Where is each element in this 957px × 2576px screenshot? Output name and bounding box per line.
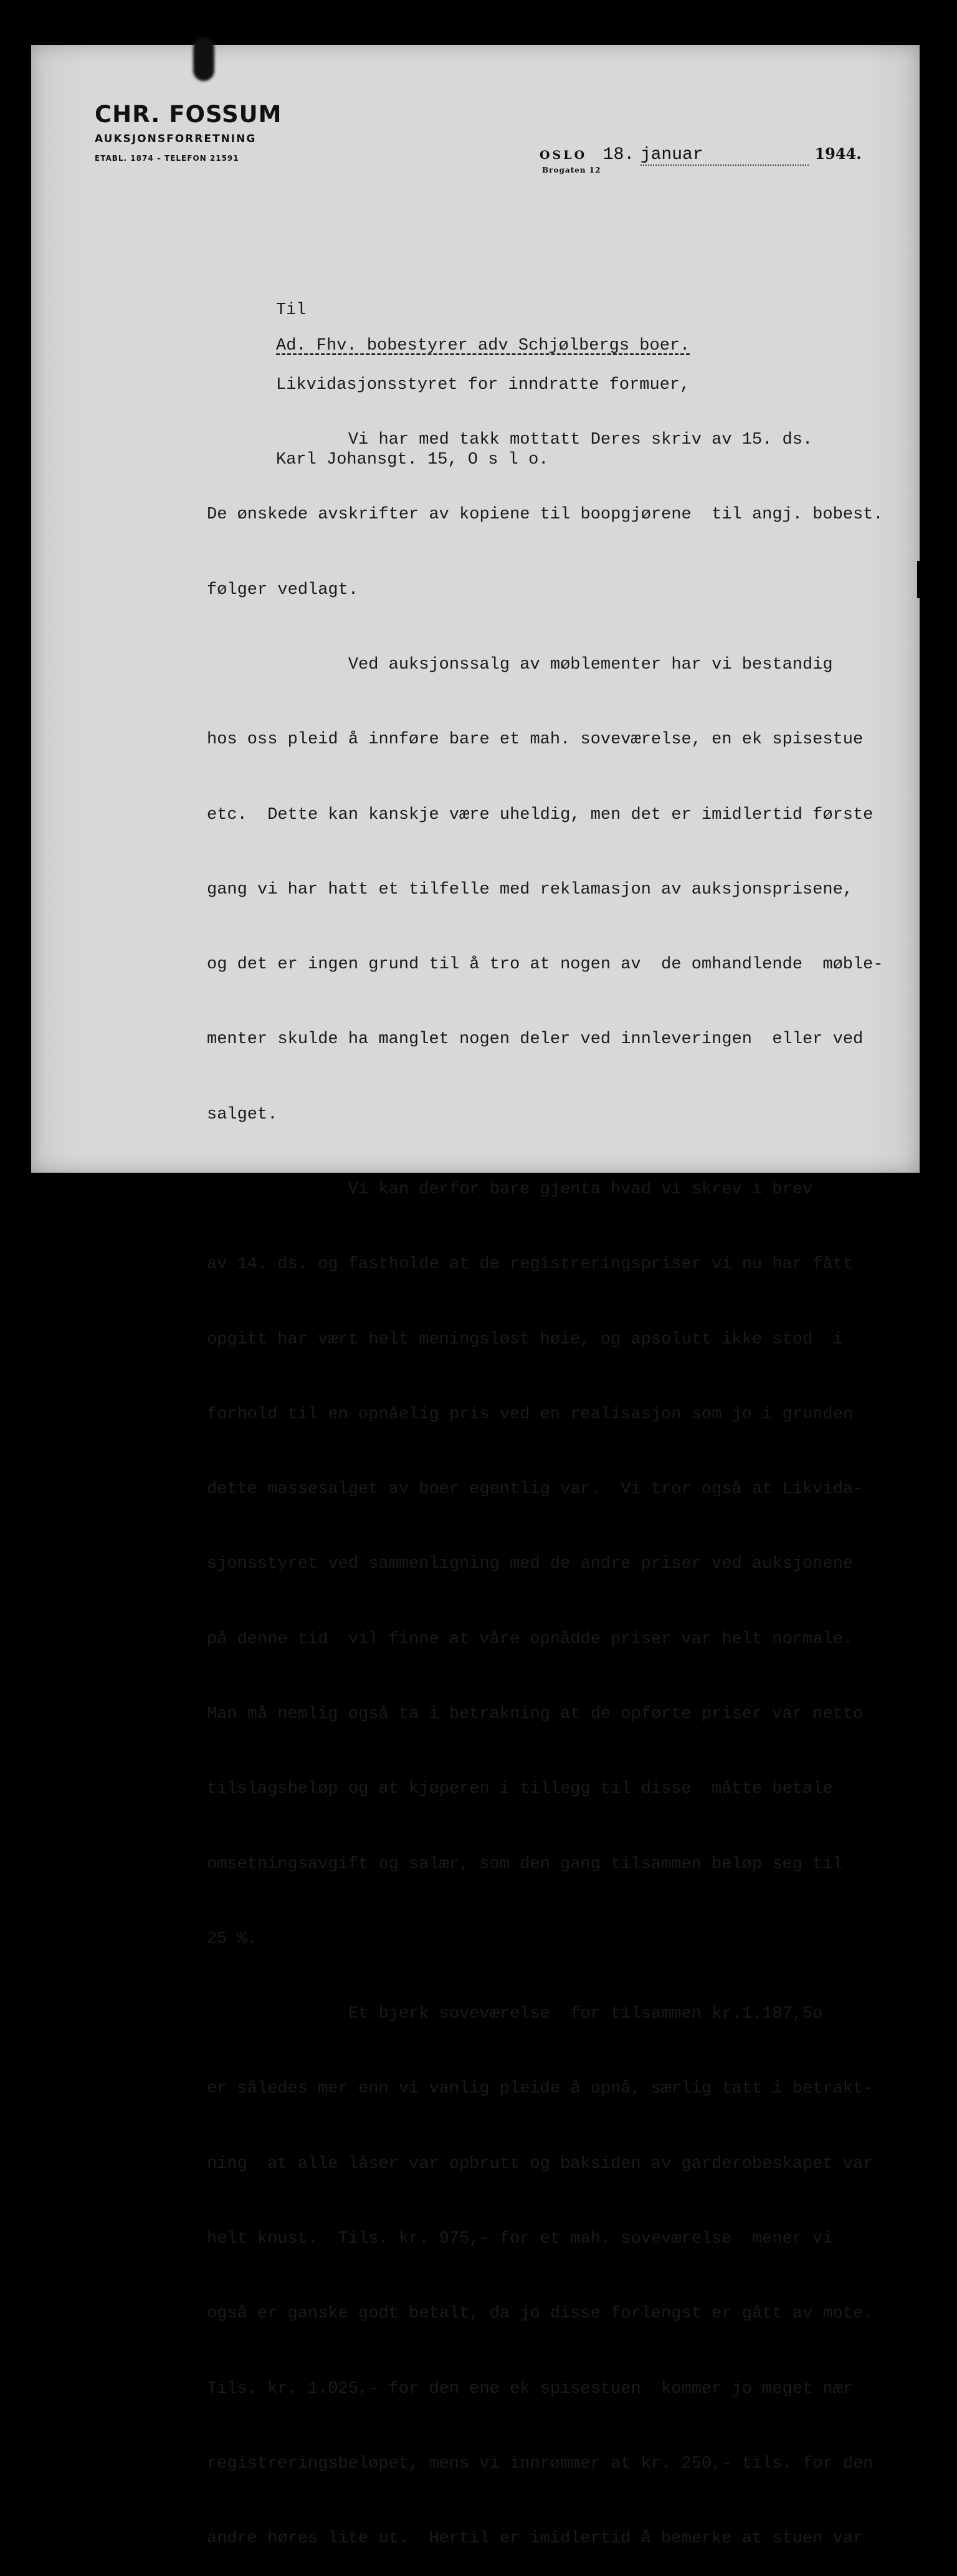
body-line: Vi kan derfor bare gjenta hvad vi skrev i brev: [207, 1180, 813, 1199]
body-line: gang vi har hatt et tilfelle med reklamasjon av auksjonsprisene,: [207, 880, 853, 899]
torn-edge: [922, 866, 932, 910]
company-established-phone: ETABL. 1874 – TELEFON 21591: [95, 154, 239, 163]
body-line: av 14. ds. og fastholde at de registreringspriser vi nu har fått: [207, 1255, 853, 1274]
date-city: OSLO: [540, 148, 588, 162]
date-day: 18.: [602, 145, 635, 165]
address-line: Likvidasjonsstyret for inndratte formuer,: [276, 376, 690, 394]
body-line: tilslagsbeløp og at kjøperen i tillegg til disse måtte betale: [207, 1780, 833, 1799]
date-year: 1944.: [814, 145, 862, 163]
body-line: dette massesalget av boer egentlig var. Vi tror også at Likvida-: [207, 1480, 864, 1499]
body-line: sjonsstyret ved sammenligning med de andre priser ved auksjonene: [207, 1555, 853, 1574]
body-line: helt knust. Tils. kr. 975,- for et mah. soveværelse mener vi: [207, 2229, 833, 2248]
body-line: omsetningsavgift og salær, som den gang tilsammen beløp seg til: [207, 1854, 843, 1874]
torn-edge: [920, 380, 930, 411]
address-line: Til: [276, 301, 307, 320]
body-line: Man må nemlig også ta i betrakning at de opførte priser var netto: [207, 1704, 864, 1724]
body-line: opgitt har vært helt meningsløst høie, og apsolutt ikke stod i: [207, 1330, 843, 1349]
body-line: menter skulde ha manglet nogen deler ved innleveringen eller ved: [207, 1030, 864, 1049]
body-line: etc. Dette kan kanskje være uheldig, men det er imidlertid første: [207, 805, 874, 824]
body-line: Et bjerk soveværelse for tilsammen kr.1.187,5o: [207, 2005, 823, 2024]
body-line: også er ganske godt betalt, da jo disse forlengst er gått av mote.: [207, 2304, 874, 2324]
body-line: på denne tid vil finne at våre opnådde priser var helt normale.: [207, 1629, 853, 1649]
company-subtitle: AUKSJONSFORRETNING: [95, 133, 257, 145]
address-line: Karl Johansgt. 15, O s l o.: [276, 451, 549, 469]
subject-line: Ad. Fhv. bobestyrer adv Schjølbergs boer.: [276, 336, 690, 355]
body-line: følger vedlagt.: [207, 580, 359, 599]
torn-edge: [920, 735, 930, 760]
body-line: er således mer enn vi vanlig pleide å opnå, særlig tatt i betrakt-: [207, 2079, 874, 2099]
body-line: og det er ingen grund til å tro at nogen av de omhandlende møble-: [207, 955, 883, 975]
body-line: salget.: [207, 1105, 278, 1124]
body-line: ning at alle låser var opbrutt og baksiden av garderobeskapet var: [207, 2154, 874, 2173]
body-line: Tils. kr. 1.025,- for den ene ek spisestuen kommer jo meget nær: [207, 2379, 853, 2398]
company-name: CHR. FOSSUM: [95, 101, 282, 128]
dateline: [540, 145, 862, 166]
body-line: forhold til en opnåelig pris ved en realisasjon som jo i grunden: [207, 1405, 853, 1424]
body-line: Vi har med takk mottatt Deres skriv av 15. ds.: [207, 431, 813, 450]
letter-body: [207, 378, 883, 2576]
body-line: 25 %.: [207, 1929, 258, 1949]
letterhead: [95, 101, 282, 163]
torn-edge: [917, 561, 927, 598]
street-address: Brogaten 12: [542, 166, 601, 174]
binder-hole-mark: [193, 37, 214, 81]
body-line: registreringsbeløpet, mens vi innrømmer at kr. 250,- tils. for den: [207, 2454, 874, 2473]
date-month: januar: [640, 145, 809, 166]
body-line: hos oss pleid å innføre bare et mah. soveværelse, en ek spisestue: [207, 730, 864, 750]
body-line: andre høres lite ut. Hertil er imidlertid å bemerke at stuen var: [207, 2529, 864, 2549]
body-line: De ønskede avskrifter av kopiene til boopgjørene til angj. bobest.: [207, 505, 883, 525]
body-line: Ved auksjonssalg av møblementer har vi bestandig: [207, 656, 833, 675]
